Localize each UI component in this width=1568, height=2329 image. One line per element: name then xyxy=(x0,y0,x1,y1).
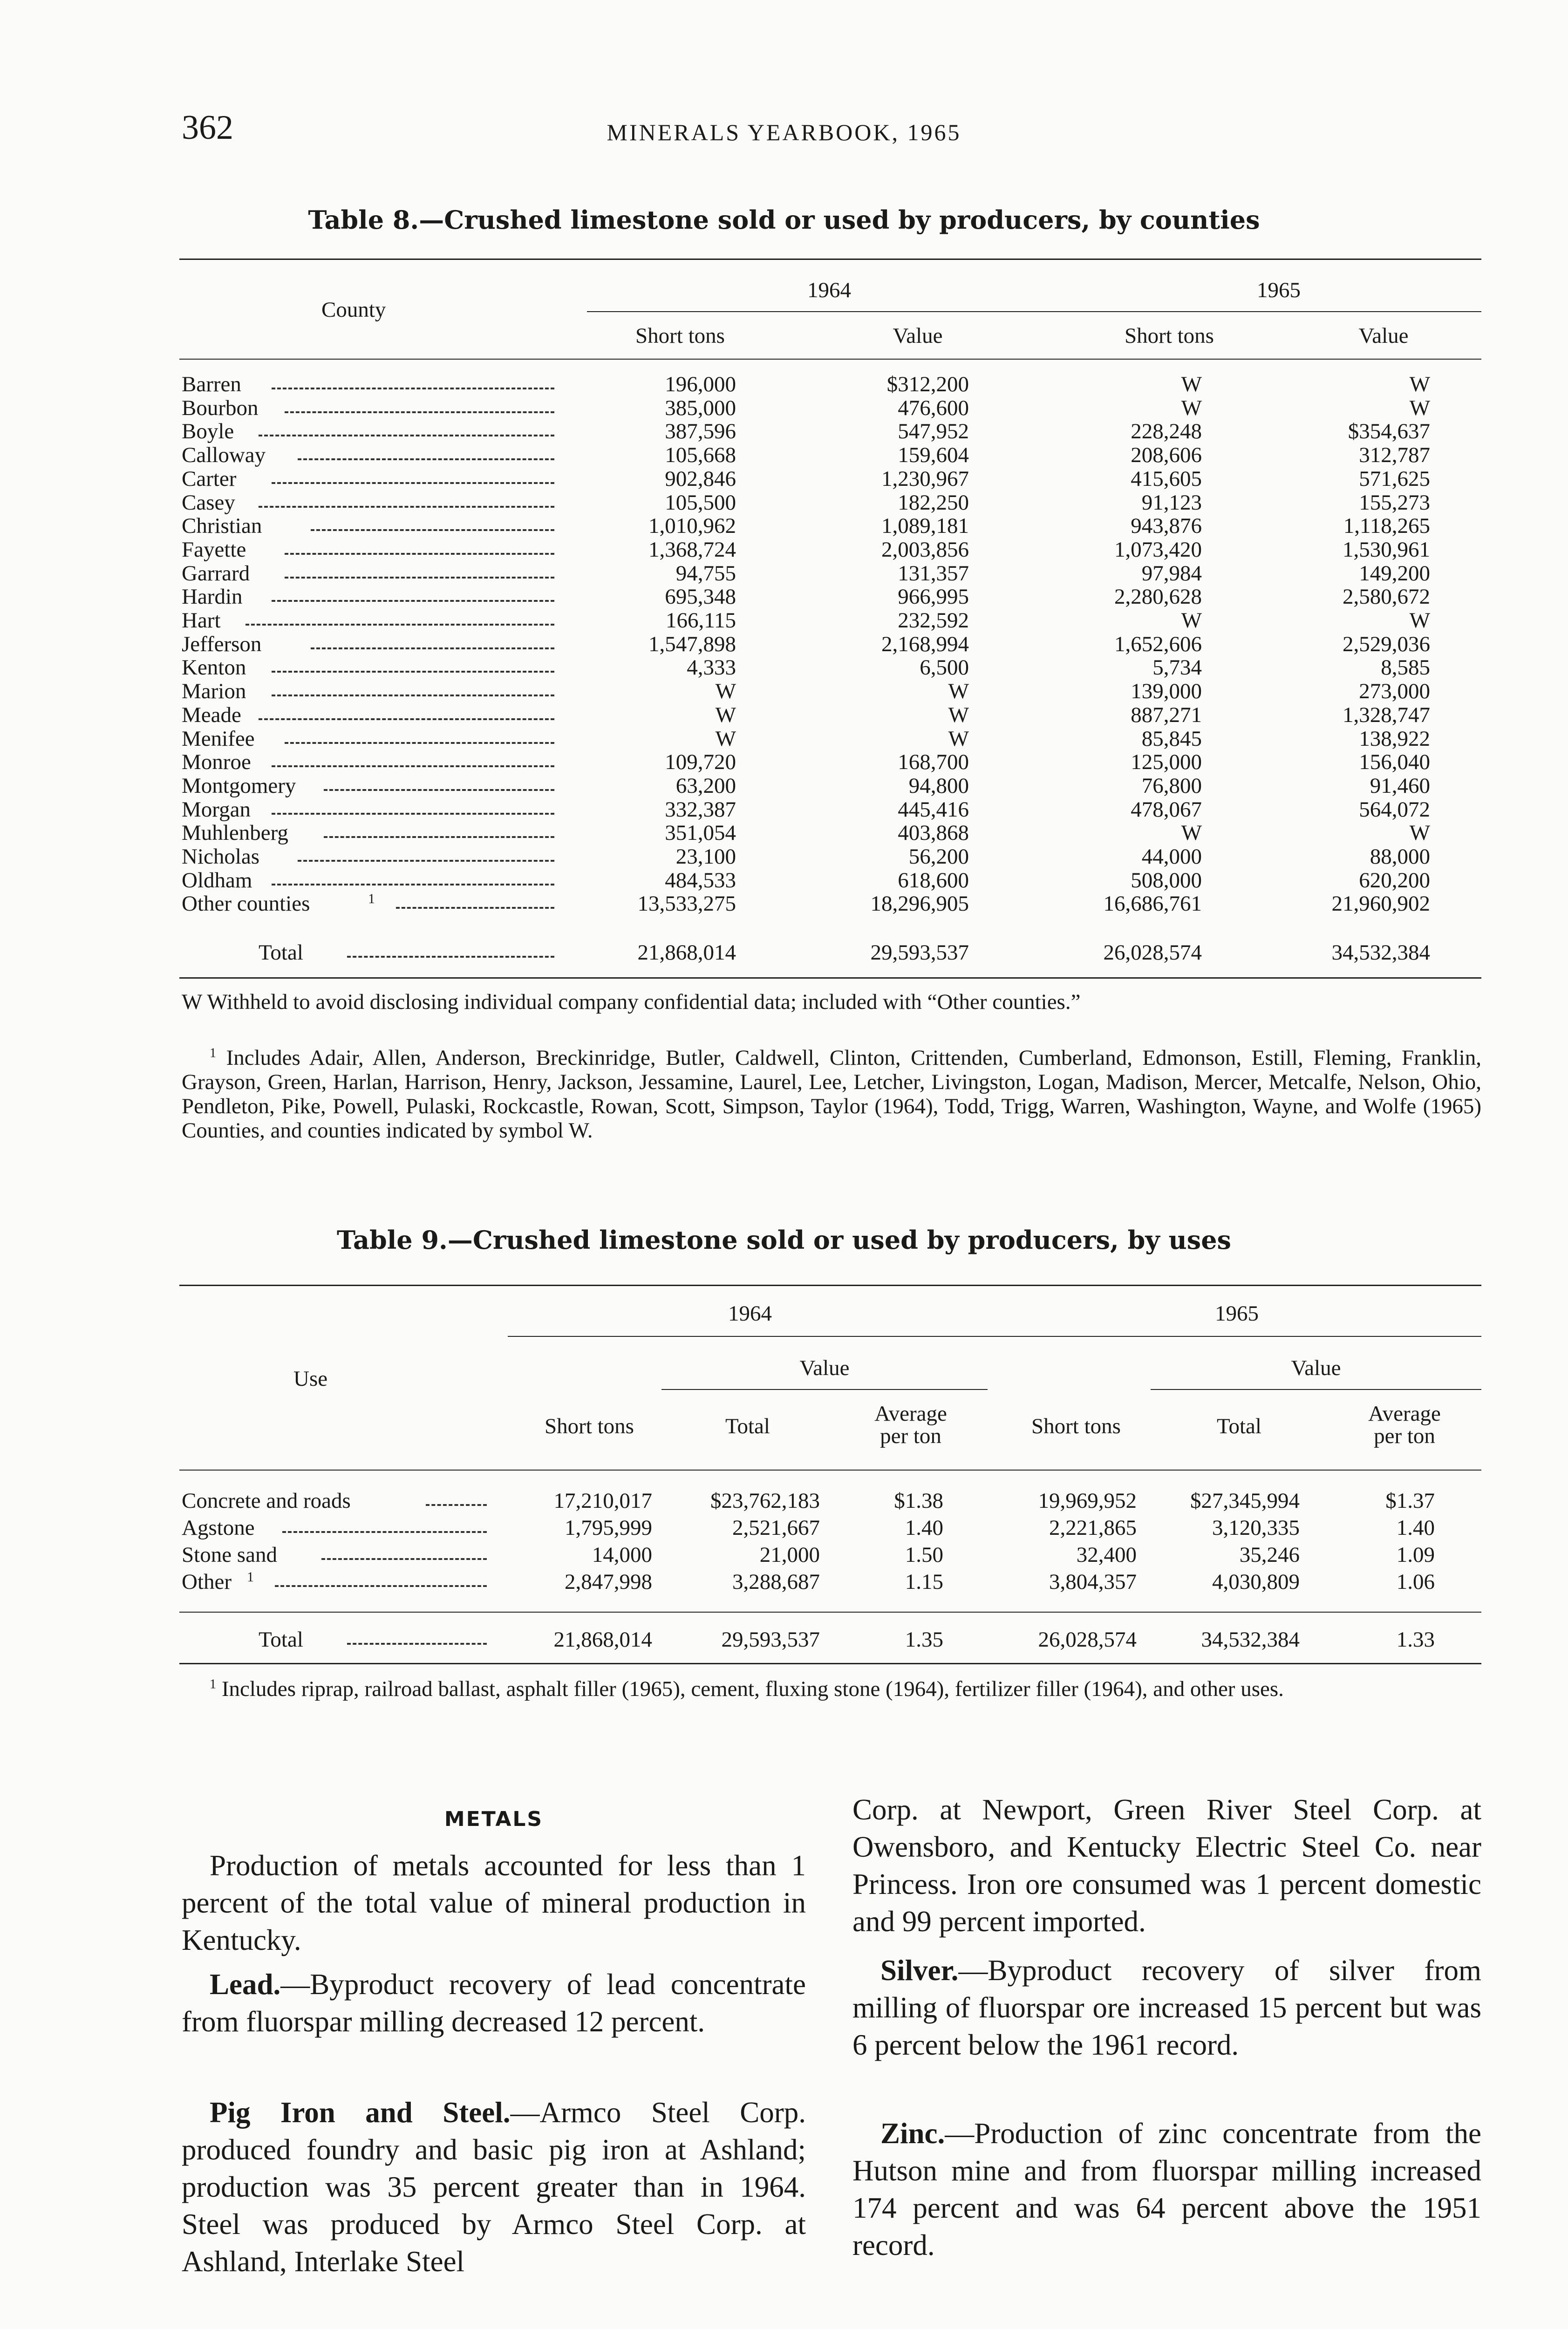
table8-cell: 5,734 xyxy=(1152,655,1202,680)
pig-iron-paragraph xyxy=(182,2094,806,2280)
table9-cell: 35,246 xyxy=(1239,1543,1300,1567)
table8-cell: 6,500 xyxy=(920,655,969,680)
table8-cell: $312,200 xyxy=(886,372,969,396)
silver-paragraph xyxy=(852,1952,1481,2063)
dot-leader xyxy=(272,765,554,767)
table8-cell: 139,000 xyxy=(1131,679,1202,703)
table9-cell: 3,288,687 xyxy=(732,1570,820,1594)
table9-header-rule xyxy=(179,1470,1481,1471)
table8-cell: W xyxy=(715,703,736,727)
table8-cell: 387,596 xyxy=(665,419,736,443)
table8-cell: 2,003,856 xyxy=(881,538,969,562)
table8-note-1-text: Includes Adair, Allen, Anderson, Breckinridge, Butler, Caldwell, Clinton, Crittenden, Cumberland, Edmonson, Estill, Fleming, Franklin, Grayson, Green, Harlan, Harrison, Henry, Jackson, Jessamine, Laurel, Lee, Letcher, Livingston, Logan, Madison, Mercer, Metcalfe, Nelson, Ohio, Pendleton, Pike, Powell, Pulaski, Rockcastle, Rowan, Scott, Simpson, Taylor (1964), Todd, Trigg, Warren, Washington, Wayne, and Wolfe (1965) Counties, and counties indicated by symbol W. xyxy=(182,1046,1482,1143)
table8-total-label: Total xyxy=(259,940,303,965)
table8-cell: W xyxy=(715,679,736,703)
table8-cell: 4,333 xyxy=(687,655,736,680)
table9-cell: 19,969,952 xyxy=(1038,1489,1137,1513)
table8-county-name: Kenton xyxy=(182,655,246,680)
footnote-marker: 1 xyxy=(368,891,375,906)
dot-leader xyxy=(259,506,554,508)
table8-cell: 476,600 xyxy=(898,396,969,420)
table8-county-name: Morgan xyxy=(182,797,251,822)
table8-cell: 620,200 xyxy=(1359,868,1430,892)
table8-cell: 887,271 xyxy=(1131,703,1202,727)
footnote-marker: 1 xyxy=(210,1046,217,1061)
table8-header-rule xyxy=(179,359,1481,360)
table9-cell: 14,000 xyxy=(592,1543,652,1567)
table8-cell: 13,533,275 xyxy=(637,892,736,916)
table8-cell: 156,040 xyxy=(1359,750,1430,774)
table8-county-name: Carter xyxy=(182,467,237,491)
table8-cell: 508,000 xyxy=(1131,868,1202,892)
dot-leader xyxy=(285,577,554,579)
table8-cell: 109,720 xyxy=(665,750,736,774)
table9-total-rule xyxy=(179,1612,1481,1613)
table8-cell: 76,800 xyxy=(1141,774,1202,798)
table8-cell: 2,580,672 xyxy=(1343,585,1430,609)
table8-cell: W xyxy=(1409,608,1430,633)
table8-cell: 403,868 xyxy=(898,821,969,845)
table8-county-name: Boyle xyxy=(182,419,234,443)
table9-cell: $1.38 xyxy=(894,1489,943,1513)
table8-cell: 44,000 xyxy=(1141,844,1202,869)
table9-use-name: Stone sand xyxy=(182,1543,277,1567)
table8-cell: 182,250 xyxy=(898,490,969,515)
table8-cell: 91,123 xyxy=(1141,490,1202,515)
table9-cell: 2,847,998 xyxy=(565,1570,652,1594)
table9-cell: 2,521,667 xyxy=(732,1516,820,1540)
page-number: 362 xyxy=(182,109,233,147)
table9-h-avg2b: per ton xyxy=(1374,1424,1435,1448)
table8-cell: W xyxy=(1409,372,1430,396)
table8-county-name: Barren xyxy=(182,372,241,396)
table9-cell: 1.09 xyxy=(1396,1543,1435,1567)
dot-leader xyxy=(285,553,554,555)
table8-cell: 88,000 xyxy=(1370,844,1430,869)
dot-leader xyxy=(259,718,554,720)
table8-cell: 1,010,962 xyxy=(648,514,736,538)
table8-h-value1: Value xyxy=(893,324,943,348)
table8-county-name: Calloway xyxy=(182,443,266,467)
table9-cell: 1,795,999 xyxy=(565,1516,652,1540)
table8-county-name: Nicholas xyxy=(182,844,260,869)
dot-leader xyxy=(285,742,554,744)
table8-cell: 547,952 xyxy=(898,419,969,443)
dot-leader xyxy=(282,1531,487,1533)
dot-leader xyxy=(272,884,554,885)
table8-county-name: Montgomery xyxy=(182,774,296,798)
table9-value-header-1965: Value xyxy=(1291,1356,1341,1380)
table8-top-rule xyxy=(179,259,1481,260)
table8-cell: W xyxy=(948,727,969,751)
table8-cell: 1,547,898 xyxy=(648,632,736,656)
table8-cell: 1,118,265 xyxy=(1343,514,1430,538)
table8-cell: W xyxy=(948,703,969,727)
table9-cell: 3,804,357 xyxy=(1049,1570,1137,1594)
table8-cell: 208,606 xyxy=(1131,443,1202,467)
table9-value-rule-1965 xyxy=(1151,1389,1481,1390)
table9-h-total2: Total xyxy=(1217,1414,1261,1438)
table9-h-avg1a: Average xyxy=(874,1402,947,1426)
table9-cell: 4,030,809 xyxy=(1212,1570,1300,1594)
table8-cell: 273,000 xyxy=(1359,679,1430,703)
table8-county-name: Bourbon xyxy=(182,396,259,420)
table9-cell: $27,345,994 xyxy=(1190,1489,1300,1513)
running-head: MINERALS YEARBOOK, 1965 xyxy=(607,119,961,145)
table9-cell: 1.15 xyxy=(905,1570,943,1594)
footnote-marker: 1 xyxy=(247,1569,254,1585)
dot-leader xyxy=(245,624,554,626)
table8-cell: W xyxy=(1181,821,1202,845)
silver-text: —Byproduct recovery of silver from milling of fluorspar ore increased 15 percent but was 6 percent below the 1961 record. xyxy=(852,1954,1481,2061)
table8-cell: 196,000 xyxy=(665,372,736,396)
table8-year2: 1965 xyxy=(1257,278,1301,302)
dot-leader xyxy=(298,860,554,862)
table8-cell: 155,273 xyxy=(1359,490,1430,515)
table8-cell: 943,876 xyxy=(1131,514,1202,538)
dot-leader xyxy=(272,671,554,673)
table8-cell: 232,592 xyxy=(898,608,969,633)
table8-cell: 94,800 xyxy=(908,774,969,798)
dot-leader xyxy=(272,695,554,696)
lead-heading: Lead. xyxy=(210,1968,281,2001)
table8-county-name: Meade xyxy=(182,703,241,727)
table8-h-short1: Short tons xyxy=(635,324,725,348)
table9-year-rule xyxy=(508,1336,1481,1337)
table9-use-name: Agstone xyxy=(182,1516,255,1540)
table8-cell: 2,168,994 xyxy=(881,632,969,656)
table8-cell: 8,585 xyxy=(1381,655,1430,680)
table8-cell: 618,600 xyxy=(898,868,969,892)
table9-use-header: Use xyxy=(293,1367,328,1391)
table9-use-name: Concrete and roads xyxy=(182,1489,351,1513)
pig-iron-heading: Pig Iron and Steel. xyxy=(210,2096,511,2129)
table9-total-2: 29,593,537 xyxy=(721,1628,820,1652)
table8-total-1964-tons: 21,868,014 xyxy=(637,940,736,965)
table8-cell: 1,073,420 xyxy=(1114,538,1202,562)
table8-cell: 312,787 xyxy=(1359,443,1430,467)
table8-cell: 564,072 xyxy=(1359,797,1430,822)
table9-cell: 21,000 xyxy=(759,1543,820,1567)
table8-cell: 168,700 xyxy=(898,750,969,774)
table8-county-name: Hart xyxy=(182,608,221,633)
table9-year2: 1965 xyxy=(1215,1301,1259,1326)
table8-cell: 1,089,181 xyxy=(881,514,969,538)
table8-county-name: Garrard xyxy=(182,561,250,586)
zinc-heading: Zinc. xyxy=(880,2117,945,2150)
table8-cell: 478,067 xyxy=(1131,797,1202,822)
table9-total-leader xyxy=(347,1643,487,1645)
table8-cell: 351,054 xyxy=(665,821,736,845)
table9-use-name: Other xyxy=(182,1570,232,1594)
table8-cell: 484,533 xyxy=(665,868,736,892)
dot-leader xyxy=(321,1558,487,1560)
table8-cell: 85,845 xyxy=(1141,727,1202,751)
table8-county-name: Menifee xyxy=(182,727,255,751)
table8-total-1965-tons: 26,028,574 xyxy=(1103,940,1202,965)
table9-h-avg2a: Average xyxy=(1368,1402,1441,1426)
dot-leader xyxy=(311,529,554,531)
table9-total-3: 1.35 xyxy=(905,1628,943,1652)
dot-leader xyxy=(272,482,554,484)
table9-cell: 1.06 xyxy=(1396,1570,1435,1594)
table8-cell: 571,625 xyxy=(1359,467,1430,491)
dot-leader xyxy=(272,600,554,602)
footnote-marker: 1 xyxy=(210,1677,217,1692)
table8-cell: 1,230,967 xyxy=(881,467,969,491)
table8-county-name: Other counties xyxy=(182,892,310,916)
dot-leader xyxy=(272,813,554,815)
table9-total-6: 1.33 xyxy=(1396,1628,1435,1652)
table8-cell: 385,000 xyxy=(665,396,736,420)
table8-county-name: Fayette xyxy=(182,538,246,562)
table9-h-short2: Short tons xyxy=(1031,1414,1121,1438)
table8-cell: 63,200 xyxy=(675,774,736,798)
table8-cell: 21,960,902 xyxy=(1331,892,1430,916)
lead-text: —Byproduct recovery of lead concentrate from fluorspar milling decreased 12 percent. xyxy=(182,1968,806,2038)
table8-cell: 105,500 xyxy=(665,490,736,515)
table8-h-value2: Value xyxy=(1358,324,1409,348)
table8-cell: 131,357 xyxy=(898,561,969,586)
table8-cell: W xyxy=(1181,608,1202,633)
table8-cell: W xyxy=(948,679,969,703)
table8-title: Table 8.—Crushed limestone sold or used by producers, by counties xyxy=(308,205,1260,235)
table8-cell: 18,296,905 xyxy=(870,892,969,916)
silver-heading: Silver. xyxy=(880,1954,959,1987)
table8-county-name: Christian xyxy=(182,514,262,538)
metals-intro: Production of metals accounted for less than 1 percent of the total value of mineral production in Kentucky. xyxy=(182,1849,806,1956)
table8-cell: 228,248 xyxy=(1131,419,1202,443)
table8-county-name: Muhlenberg xyxy=(182,821,288,845)
table8-cell: 1,652,606 xyxy=(1114,632,1202,656)
table8-cell: 16,686,761 xyxy=(1103,892,1202,916)
table9-h-total1: Total xyxy=(725,1414,770,1438)
table8-cell: 2,529,036 xyxy=(1343,632,1430,656)
dot-leader xyxy=(426,1504,487,1506)
table8-year1: 1964 xyxy=(807,278,851,302)
table9-title: Table 9.—Crushed limestone sold or used by producers, by uses xyxy=(337,1225,1231,1255)
table9-total-1: 21,868,014 xyxy=(553,1628,652,1652)
table8-county-name: Oldham xyxy=(182,868,252,892)
dot-leader xyxy=(275,1585,487,1587)
table8-note-w: W Withheld to avoid disclosing individual company confidential data; included with “Other counties.” xyxy=(182,990,1081,1014)
table9-h-short1: Short tons xyxy=(545,1414,634,1438)
table9-year1: 1964 xyxy=(728,1301,772,1326)
pig-iron-text: —Armco Steel Corp. produced foundry and basic pig iron at Ashland; production was 35 percent greater than in 1964. Steel was produced by Armco Steel Corp. at Ashland, Interlake Steel xyxy=(182,2096,806,2278)
lead-paragraph xyxy=(182,1966,806,2040)
table9-cell: 17,210,017 xyxy=(553,1489,652,1513)
table9-cell: $1.37 xyxy=(1385,1489,1435,1513)
table9-note-1 xyxy=(182,1677,1481,1701)
table8-county-header: County xyxy=(321,298,386,322)
table9-value-header-1964: Value xyxy=(799,1356,850,1380)
table8-cell: W xyxy=(1181,372,1202,396)
table8-cell: 159,604 xyxy=(898,443,969,467)
table8-cell: 23,100 xyxy=(675,844,736,869)
table8-county-name: Jefferson xyxy=(182,632,262,656)
table8-bottom-rule xyxy=(179,977,1481,979)
table8-cell: 695,348 xyxy=(665,585,736,609)
dot-leader xyxy=(324,789,554,791)
table8-h-short2: Short tons xyxy=(1125,324,1214,348)
zinc-text: —Production of zinc concentrate from the Hutson mine and from fluorspar milling increased 174 percent and was 64 percent above the 1951 record. xyxy=(852,2117,1481,2261)
table8-county-name: Hardin xyxy=(182,585,243,609)
table8-cell: W xyxy=(1409,396,1430,420)
table8-cell: 2,280,628 xyxy=(1114,585,1202,609)
table8-cell: 149,200 xyxy=(1359,561,1430,586)
table8-cell: 1,530,961 xyxy=(1343,538,1430,562)
table9-cell: $23,762,183 xyxy=(710,1489,820,1513)
dot-leader xyxy=(285,411,554,413)
table8-cell: $354,637 xyxy=(1348,419,1430,443)
table9-note-1-text: Includes riprap, railroad ballast, asphalt filler (1965), cement, fluxing stone (1964), fertilizer filler (1964), and other uses. xyxy=(221,1677,1284,1701)
table9-cell: 1.40 xyxy=(905,1516,943,1540)
table9-total-4: 26,028,574 xyxy=(1038,1628,1137,1652)
table8-total-1965-value: 34,532,384 xyxy=(1331,940,1430,965)
dot-leader xyxy=(396,907,554,909)
table8-cell: 445,416 xyxy=(898,797,969,822)
table9-total-label: Total xyxy=(259,1628,303,1652)
table8-cell: 1,328,747 xyxy=(1343,703,1430,727)
table8-cell: 1,368,724 xyxy=(648,538,736,562)
dot-leader xyxy=(298,458,554,460)
dot-leader xyxy=(311,647,554,649)
table8-cell: 56,200 xyxy=(908,844,969,869)
steel-continuation: Corp. at Newport, Green River Steel Corp. at Owensboro, and Kentucky Electric Steel Co. near Princess. Iron ore consumed was 1 percent domestic and 99 percent imported. xyxy=(852,1793,1481,1938)
table8-county-name: Monroe xyxy=(182,750,251,774)
table9-h-avg1b: per ton xyxy=(880,1424,941,1448)
dot-leader xyxy=(324,836,554,838)
table8-cell: 125,000 xyxy=(1131,750,1202,774)
table8-cell: W xyxy=(1409,821,1430,845)
table8-cell: W xyxy=(1181,396,1202,420)
table9-cell: 32,400 xyxy=(1076,1543,1137,1567)
table9-total-5: 34,532,384 xyxy=(1201,1628,1300,1652)
dot-leader xyxy=(259,435,554,436)
table8-year-rule xyxy=(587,311,1481,312)
table9-top-rule xyxy=(179,1285,1481,1286)
table8-county-name: Marion xyxy=(182,679,246,703)
table8-cell: 166,115 xyxy=(665,608,736,633)
table8-total-leader xyxy=(347,956,554,958)
table8-cell: 966,995 xyxy=(898,585,969,609)
table9-cell: 2,221,865 xyxy=(1049,1516,1137,1540)
table8-cell: 902,846 xyxy=(665,467,736,491)
table8-cell: 105,668 xyxy=(665,443,736,467)
metals-heading: METALS xyxy=(444,1807,544,1831)
table8-cell: W xyxy=(715,727,736,751)
dot-leader xyxy=(272,388,554,389)
table8-cell: 91,460 xyxy=(1370,774,1430,798)
table8-cell: 94,755 xyxy=(675,561,736,586)
table9-cell: 3,120,335 xyxy=(1212,1516,1300,1540)
table8-cell: 138,922 xyxy=(1359,727,1430,751)
table8-cell: 415,605 xyxy=(1131,467,1202,491)
table8-note-1 xyxy=(182,1046,1481,1143)
table9-bottom-rule xyxy=(179,1663,1481,1664)
table9-value-rule-1964 xyxy=(661,1389,988,1390)
table8-county-name: Casey xyxy=(182,490,235,515)
zinc-paragraph xyxy=(852,2115,1481,2264)
table9-cell: 1.50 xyxy=(905,1543,943,1567)
table9-cell: 1.40 xyxy=(1396,1516,1435,1540)
table8-cell: 97,984 xyxy=(1141,561,1202,586)
table8-cell: 332,387 xyxy=(665,797,736,822)
table8-total-1964-value: 29,593,537 xyxy=(870,940,969,965)
